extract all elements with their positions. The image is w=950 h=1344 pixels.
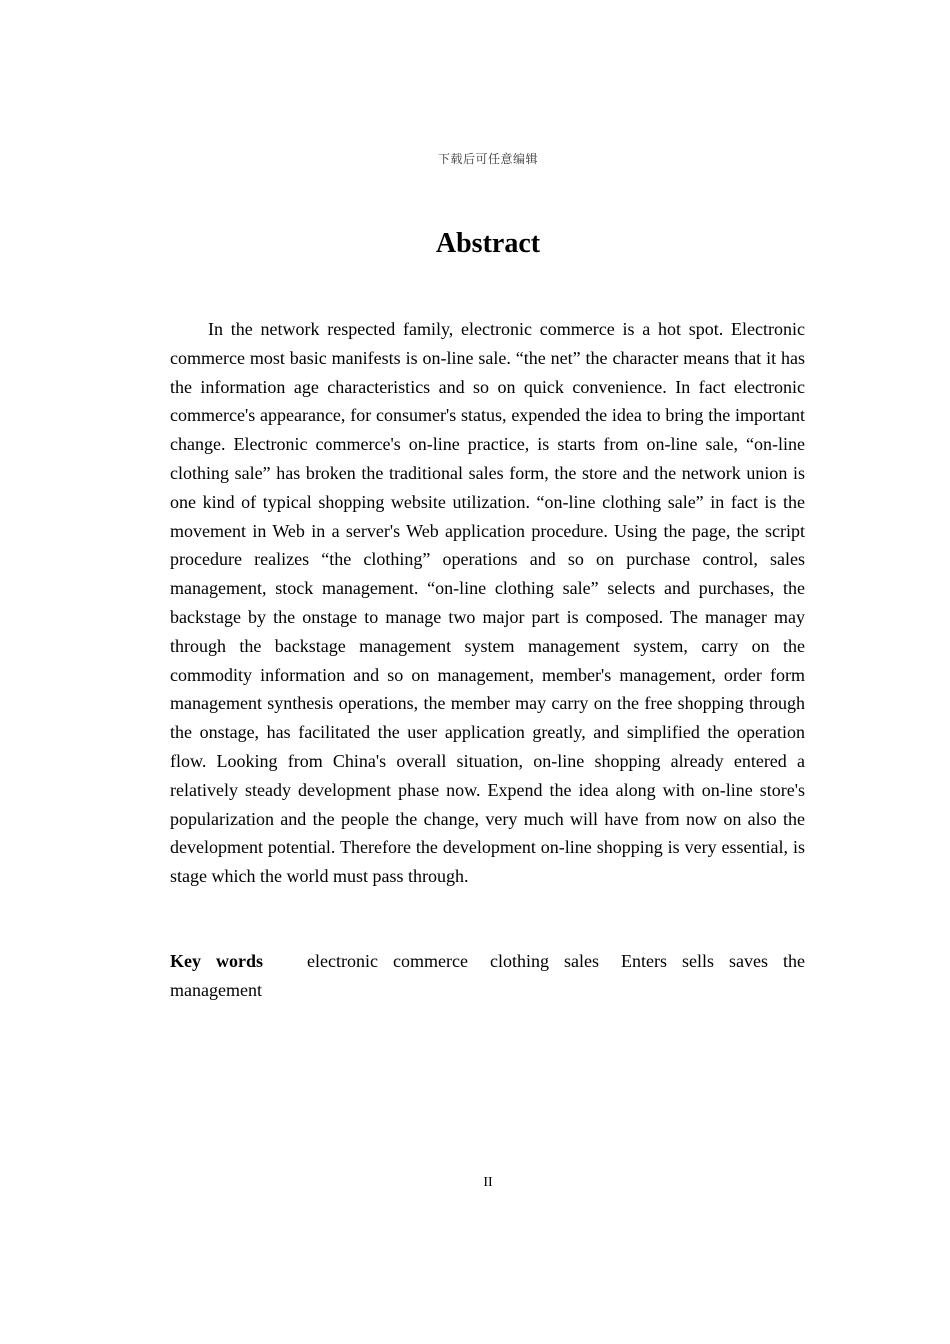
- page-header: 下载后可任意编辑: [437, 152, 538, 166]
- keyword-term: electronic commerce: [307, 951, 468, 971]
- page-title: Abstract: [435, 228, 541, 259]
- page-number: II: [483, 1175, 493, 1190]
- keyword-term: clothing sales: [489, 951, 599, 971]
- keywords-section: [170, 947, 805, 1005]
- abstract-paragraph: In the network respected family, electronic commerce is a hot spot. Electronic commerce most basic manifests is on-line sale. “the net” the character means that it has the information age characteristics and so on quick convenience. In fact electronic commerce's appearance, for consumer's status, expended the idea to bring the important change. Electronic commerce's on-line practice, is starts from on-line sale, “on-line clothing sale” has broken the traditional sales form, the store and the network union is one kind of typical shopping website utilization. “on-line clothing sale” in fact is the movement in Web in a server's Web application procedure. Using the page, the script procedure realizes “the clothing” operations and so on purchase control, sales management, stock management. “on-line clothing sale” selects and purchases, the backstage by the onstage to manage two major part is composed. The manager may through the backstage management system management system, carry on the commodity information and so on management, member's management, order form management synthesis operations, the member may carry on the free shopping through the onstage, has facilitated the user application greatly, and simplified the operation flow. Looking from China's overall situation, on-line shopping already entered a relatively steady development phase now. Expend the idea along with on-line store's popularization and the people the change, very much will have from now on also the development potential. Therefore the development on-line shopping is very essential, is stage which the world must pass through.: [170, 319, 805, 887]
- keywords-label: Key words: [170, 951, 264, 971]
- keyword-term: Enters sells saves the management: [170, 951, 805, 1000]
